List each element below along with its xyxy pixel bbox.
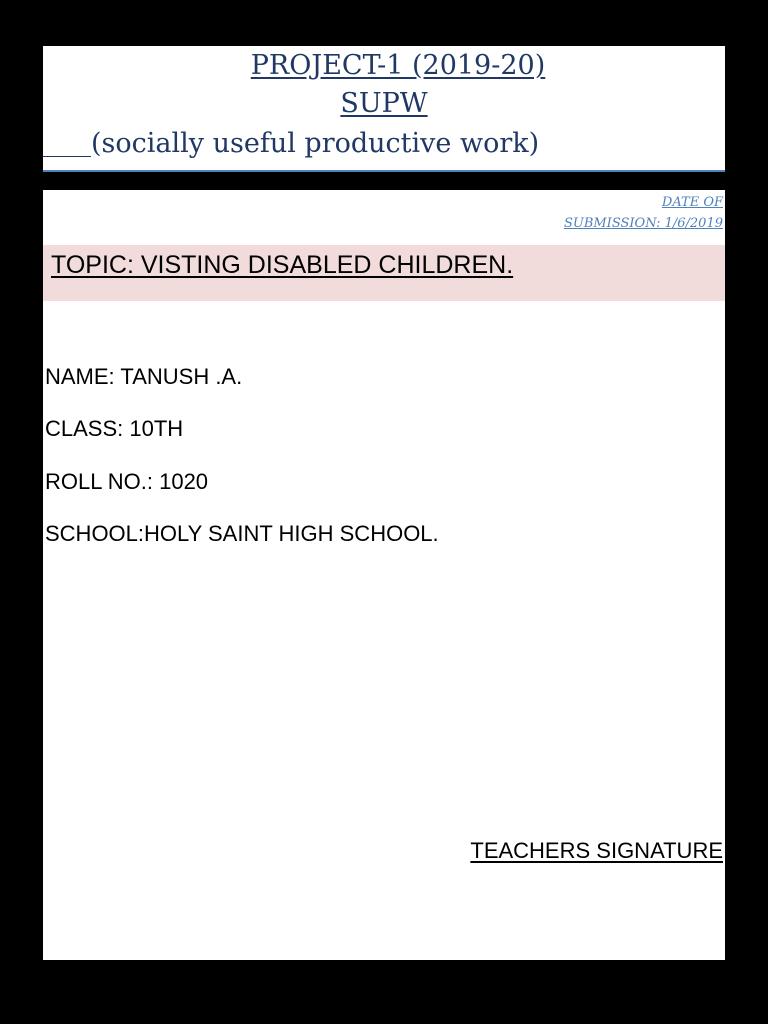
subtitle-leading-rule: [43, 128, 91, 157]
date-label: DATE OF: [661, 195, 723, 210]
subject-subtitle: [43, 128, 725, 159]
student-class: CLASS: 10TH: [45, 416, 184, 441]
title-block: [43, 46, 725, 172]
cover-page: [43, 190, 725, 960]
subject-title: SUPW: [340, 88, 428, 119]
submission-date: [564, 192, 723, 234]
roll-number: ROLL NO.: 1020: [45, 469, 209, 494]
topic-heading: TOPIC: VISTING DISABLED CHILDREN.: [51, 251, 514, 279]
student-name: NAME: TANUSH .A.: [45, 364, 243, 389]
project-title: PROJECT-1 (2019-20): [250, 50, 546, 81]
subtitle-text: (socially useful productive work): [91, 128, 540, 159]
school-name: SCHOOL:HOLY SAINT HIGH SCHOOL.: [45, 521, 439, 546]
date-value: SUBMISSION: 1/6/2019: [563, 216, 723, 231]
teacher-signature-label: TEACHERS SIGNATURE: [470, 838, 723, 863]
topic-band: [43, 245, 725, 301]
